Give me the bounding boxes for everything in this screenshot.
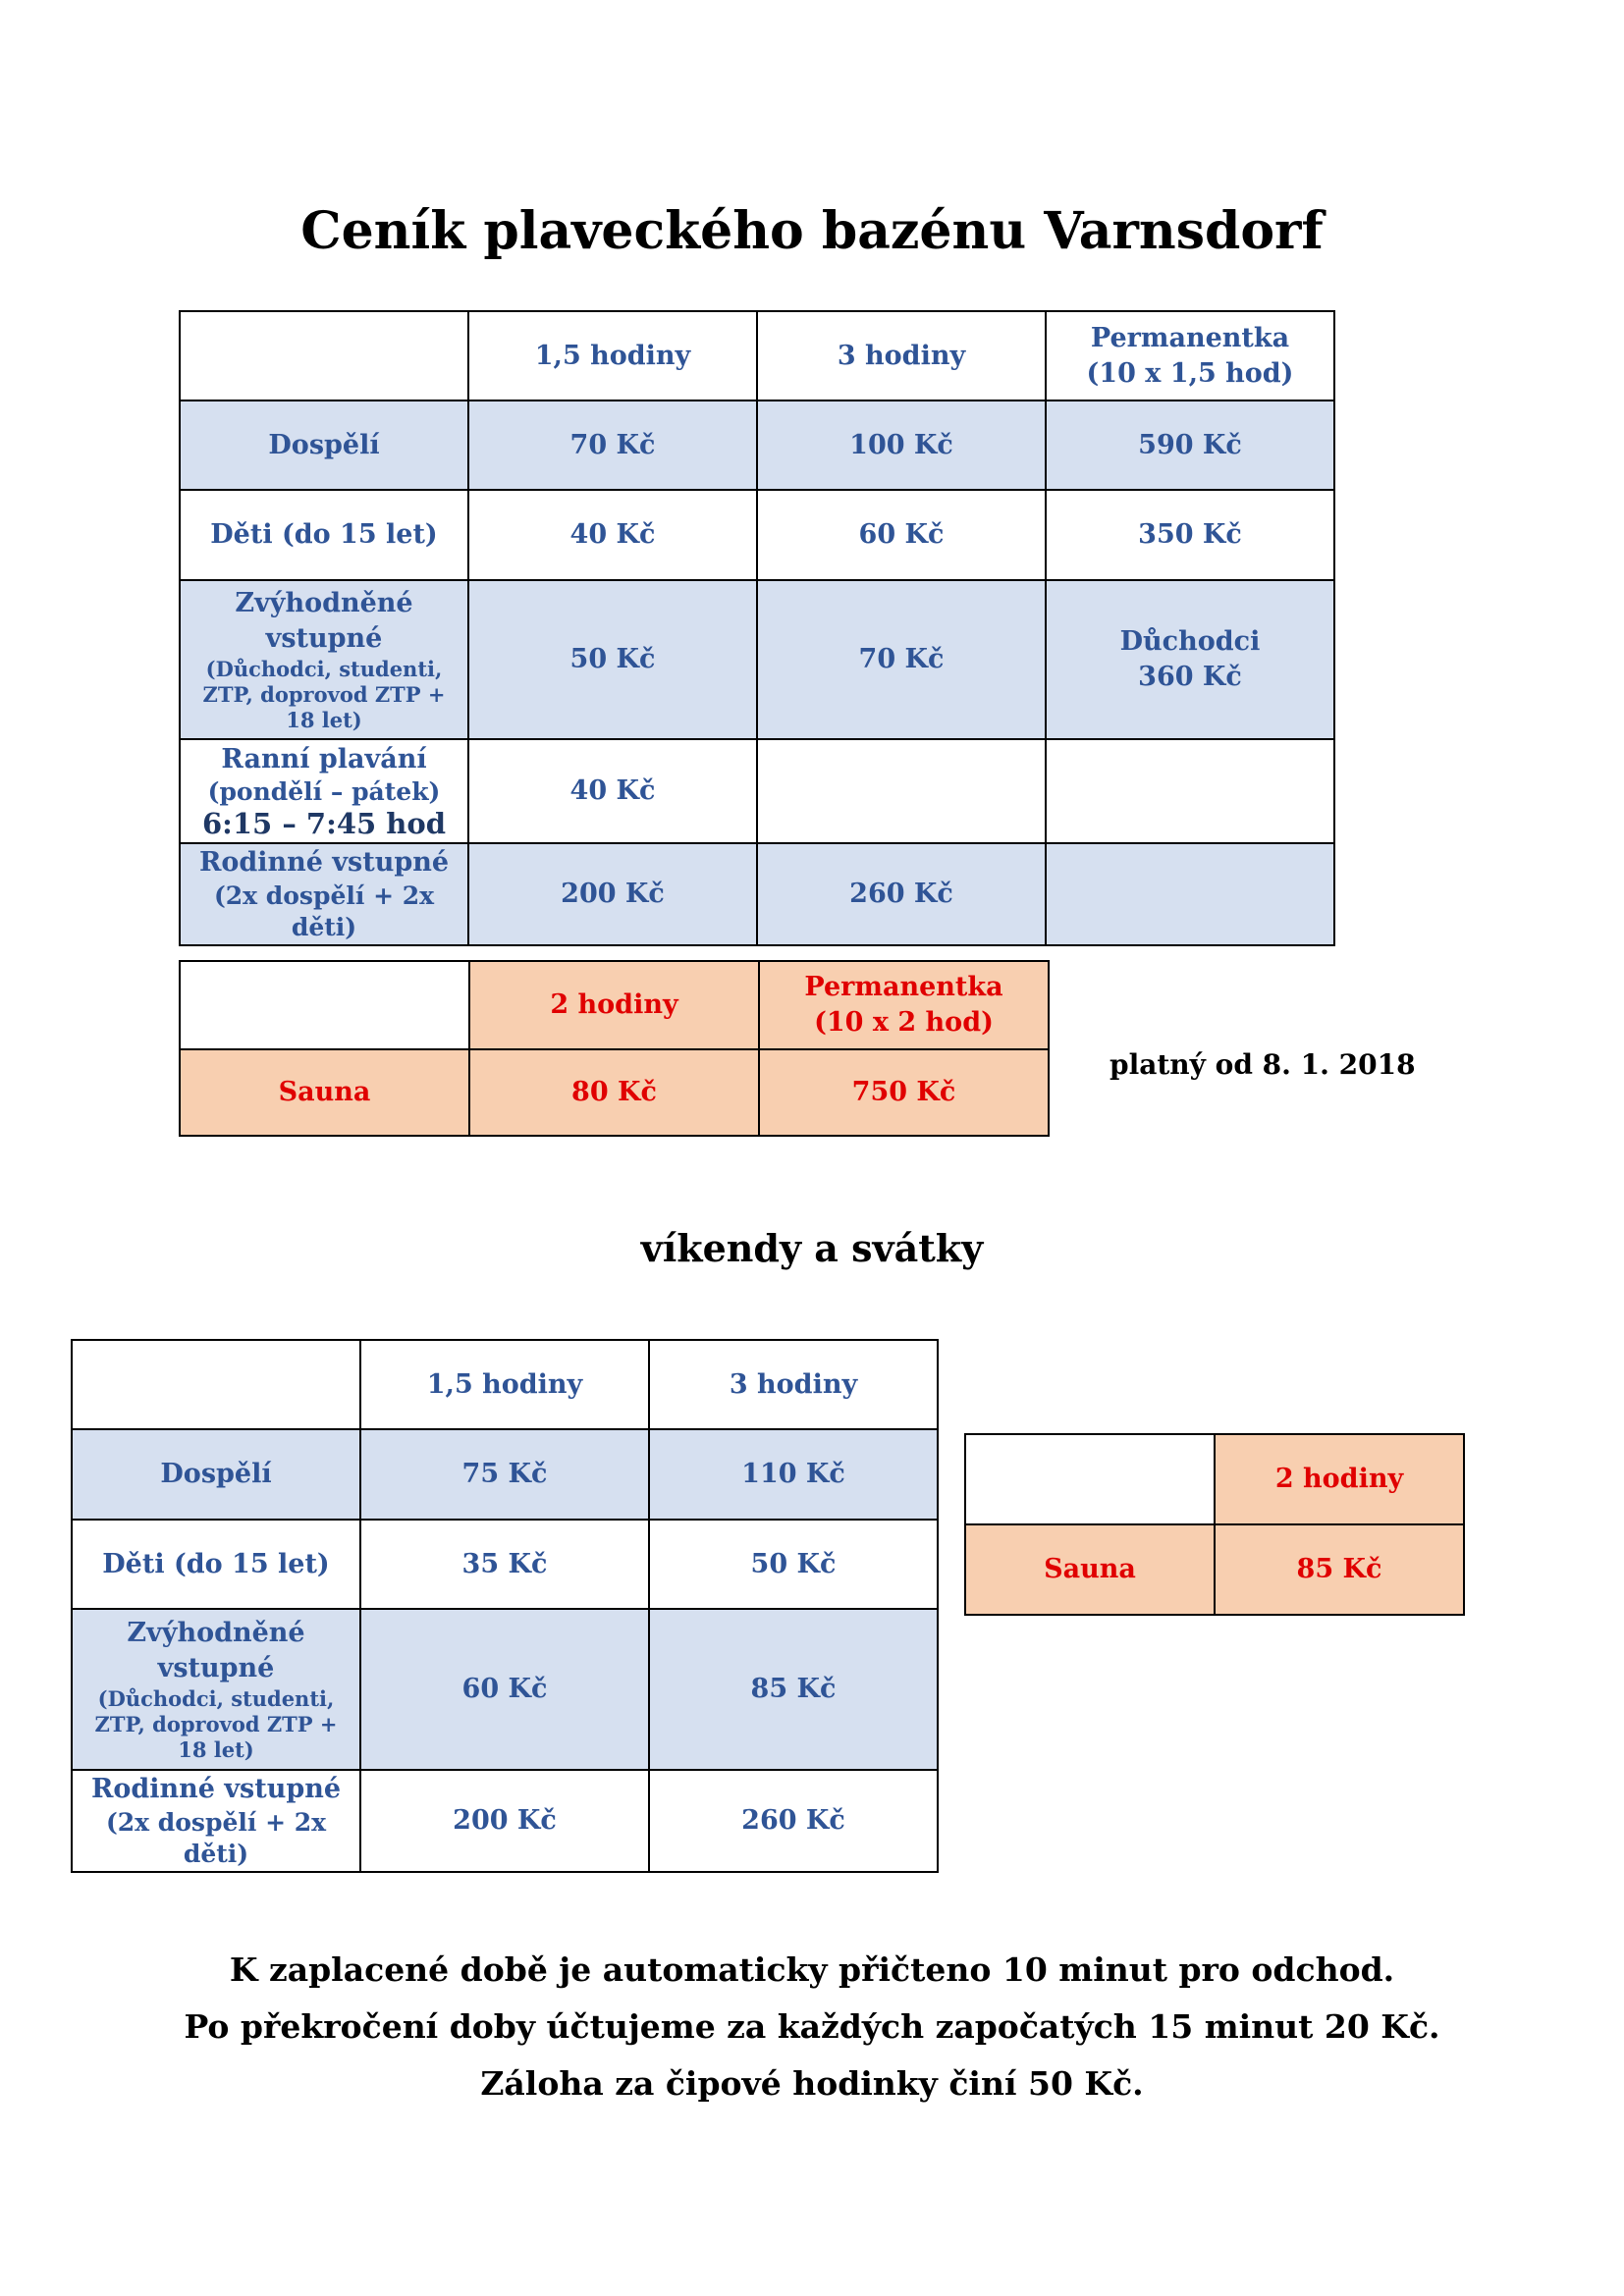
header-permanent-pass [1046, 311, 1334, 400]
header-1-5-hours: 1,5 hodiny [360, 1340, 649, 1429]
discount-note-line2: ZTP, doprovod ZTP + [202, 682, 446, 707]
price-cell: 260 Kč [757, 843, 1046, 945]
discount-label-line1: Zvýhodněné [127, 1618, 305, 1648]
valid-from-note: platný od 8. 1. 2018 [1110, 1048, 1416, 1081]
table-row [180, 1049, 1049, 1136]
header-1-5-hours: 1,5 hodiny [468, 311, 757, 400]
header-perm-line1: Permanentka [1090, 322, 1290, 353]
row-label-adults: Dospělí [72, 1429, 360, 1520]
family-label-line1: Rodinné vstupné [198, 847, 450, 878]
seniors-price: 360 Kč [1138, 662, 1242, 692]
row-label-children: Děti (do 15 let) [180, 490, 468, 580]
price-cell: 50 Kč [649, 1520, 938, 1609]
price-cell: 350 Kč [1046, 490, 1334, 580]
table-row [72, 1770, 938, 1872]
empty-cell [1046, 843, 1334, 945]
footer-line-1: K zaplacené době je automaticky přičteno 10 minut pro odchod. [229, 1950, 1395, 1989]
row-label-family [180, 843, 468, 945]
empty-header-cell [965, 1434, 1215, 1524]
row-label-sauna: Sauna [180, 1049, 469, 1136]
family-label-line1: Rodinné vstupné [90, 1774, 342, 1804]
discount-note-line1: (Důchodci, studenti, [97, 1686, 335, 1711]
table-row [180, 739, 1334, 843]
price-cell: 200 Kč [360, 1770, 649, 1872]
weekday-price-table [179, 310, 1335, 946]
weekend-price-table [71, 1339, 939, 1873]
row-label-discount [72, 1609, 360, 1770]
morning-label-line3: 6:15 – 7:45 hod [202, 807, 446, 840]
morning-label-line2: (pondělí – pátek) [207, 777, 441, 806]
table-row [180, 961, 1049, 1049]
footer-line-3: Záloha za čipové hodinky činí 50 Kč. [480, 2064, 1144, 2103]
table-row [965, 1524, 1464, 1615]
sauna-perm-line2: (10 x 2 hod) [814, 1007, 994, 1038]
header-2-hours: 2 hodiny [1215, 1434, 1464, 1524]
empty-header-cell [180, 311, 468, 400]
empty-header-cell [180, 961, 469, 1049]
footer-line-2: Po překročení doby účtujeme za každých započatých 15 minut 20 Kč. [184, 2007, 1440, 2046]
table-row [180, 490, 1334, 580]
price-cell: 60 Kč [360, 1609, 649, 1770]
price-cell: 110 Kč [649, 1429, 938, 1520]
price-cell: 70 Kč [468, 400, 757, 490]
price-cell: 70 Kč [757, 580, 1046, 739]
family-label-line2: (2x dospělí + 2x [213, 881, 435, 910]
table-row [72, 1340, 938, 1429]
table-row [180, 311, 1334, 400]
table-row [72, 1609, 938, 1770]
discount-label-line2: vstupné [265, 623, 383, 654]
price-cell: 60 Kč [757, 490, 1046, 580]
price-cell: 85 Kč [649, 1609, 938, 1770]
empty-header-cell [72, 1340, 360, 1429]
price-cell: 40 Kč [468, 739, 757, 843]
morning-label-line1: Ranní plavání [221, 744, 427, 774]
discount-label-line1: Zvýhodněné [235, 588, 413, 618]
weekend-section-title: víkendy a svátky [640, 1226, 984, 1270]
price-cell: 100 Kč [757, 400, 1046, 490]
discount-note-line2: ZTP, doprovod ZTP + [94, 1712, 338, 1736]
header-perm-line2: (10 x 1,5 hod) [1086, 357, 1294, 389]
table-row [965, 1434, 1464, 1524]
row-label-sauna: Sauna [965, 1524, 1215, 1615]
page-title: Ceník plaveckého bazénu Varnsdorf [300, 201, 1324, 261]
price-cell: 75 Kč [360, 1429, 649, 1520]
table-row [72, 1429, 938, 1520]
table-row [180, 400, 1334, 490]
price-cell: 80 Kč [469, 1049, 759, 1136]
discount-note-line3: 18 let) [178, 1737, 254, 1762]
price-cell-seniors-pass [1046, 580, 1334, 739]
header-sauna-permanent-pass [759, 961, 1049, 1049]
sauna-perm-line1: Permanentka [804, 972, 1003, 1002]
table-row [180, 580, 1334, 739]
seniors-label: Důchodci [1119, 626, 1261, 657]
family-label-line3: děti) [183, 1840, 249, 1868]
discount-note-line3: 18 let) [286, 708, 362, 732]
family-label-line2: (2x dospělí + 2x [105, 1808, 327, 1837]
header-3-hours: 3 hodiny [649, 1340, 938, 1429]
price-cell: 200 Kč [468, 843, 757, 945]
table-row [72, 1520, 938, 1609]
empty-cell [757, 739, 1046, 843]
row-label-discount [180, 580, 468, 739]
row-label-children: Děti (do 15 let) [72, 1520, 360, 1609]
empty-cell [1046, 739, 1334, 843]
discount-note-line1: (Důchodci, studenti, [205, 657, 443, 681]
row-label-morning-swim [180, 739, 468, 843]
price-cell: 590 Kč [1046, 400, 1334, 490]
family-label-line3: děti) [291, 913, 357, 941]
header-2-hours: 2 hodiny [469, 961, 759, 1049]
table-row [180, 843, 1334, 945]
row-label-family [72, 1770, 360, 1872]
row-label-adults: Dospělí [180, 400, 468, 490]
weekday-sauna-table [179, 960, 1050, 1137]
weekend-sauna-table [964, 1433, 1465, 1616]
price-cell: 260 Kč [649, 1770, 938, 1872]
price-cell: 85 Kč [1215, 1524, 1464, 1615]
price-cell: 750 Kč [759, 1049, 1049, 1136]
price-cell: 40 Kč [468, 490, 757, 580]
discount-label-line2: vstupné [157, 1653, 275, 1683]
price-cell: 50 Kč [468, 580, 757, 739]
footer-notes [0, 1942, 1624, 2112]
price-cell: 35 Kč [360, 1520, 649, 1609]
header-3-hours: 3 hodiny [757, 311, 1046, 400]
